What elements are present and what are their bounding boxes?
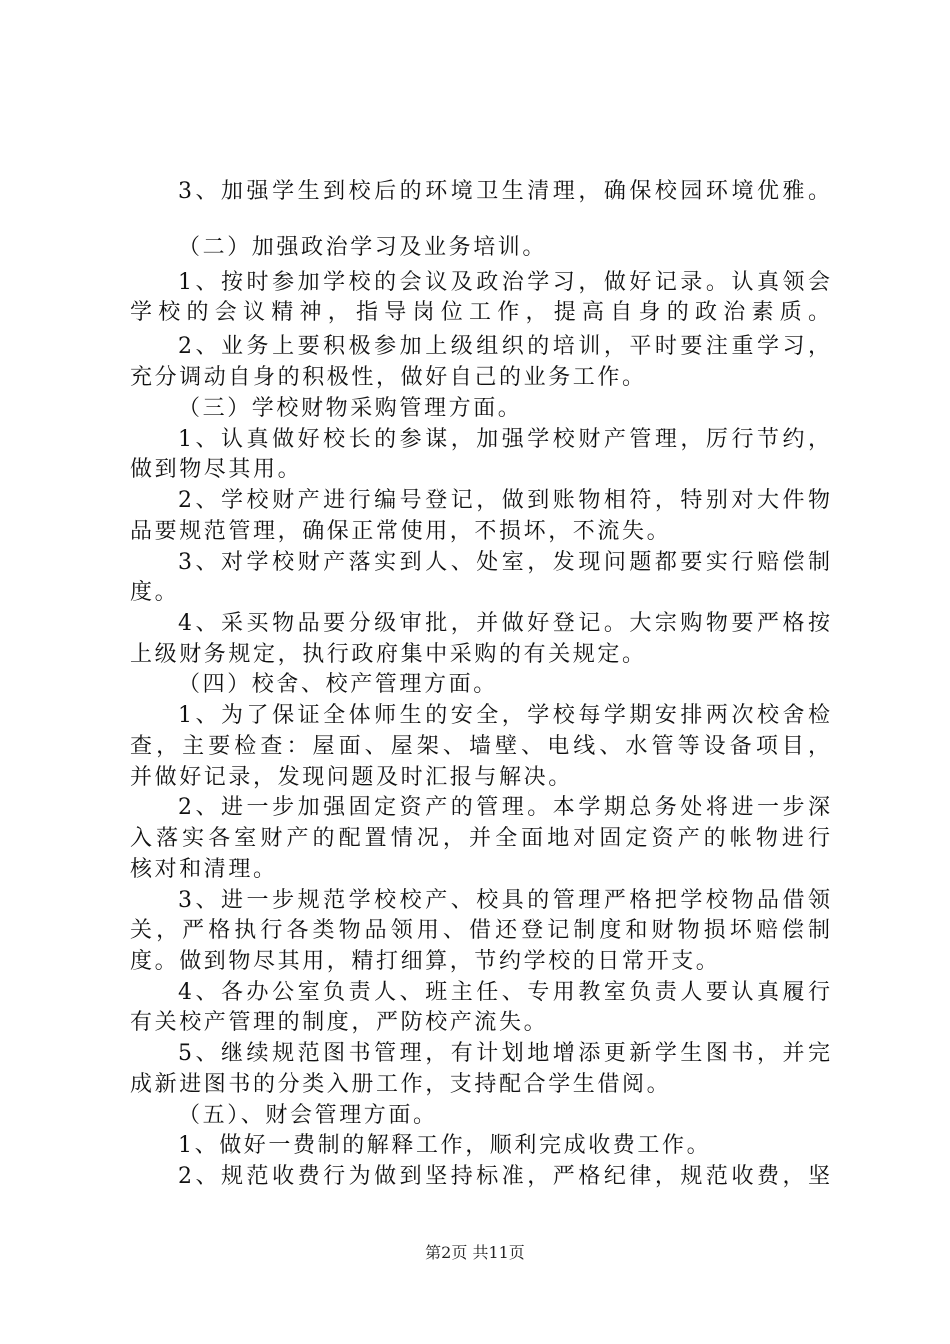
text-line: 充分调动自身的积极性，做好自己的业务工作。 [130,365,647,390]
text-line: 关，严格执行各类物品领用、借还登记制度和财物损坏赔偿制 [130,918,830,943]
text-line: 3、加强学生到校后的环境卫生清理，确保校园环境优雅。 [178,179,830,204]
text-line: 4、采买物品要分级审批，并做好登记。大宗购物要严格按 [178,611,830,636]
text-line: 成新进图书的分类入册工作，支持配合学生借阅。 [130,1072,672,1097]
text-line: 5、继续规范图书管理，有计划地增添更新学生图书，并完 [178,1041,830,1066]
section-heading: （四）校舍、校产管理方面。 [178,672,498,697]
text-line: 2、进一步加强固定资产的管理。本学期总务处将进一步深 [178,795,830,820]
text-line: 2、规范收费行为做到坚持标准，严格纪律，规范收费，坚 [178,1164,830,1189]
text-line: 查，主要检查：屋面、屋架、墙壁、电线、水管等设备项目， [130,734,830,759]
text-line: 核对和清理。 [130,857,278,882]
page-number-footer: 第2页 共11页 [425,1243,525,1262]
text-line: 1、做好一费制的解释工作，顺利完成收费工作。 [178,1133,712,1158]
text-line: 有关校产管理的制度，严防校产流失。 [130,1010,549,1035]
text-line: 1、按时参加学校的会议及政治学习，做好记录。认真领会 [178,270,830,295]
section-heading: （五）、财会管理方面。 [178,1103,438,1128]
text-line: 2、业务上要积极参加上级组织的培训，平时要注重学习， [178,334,830,359]
text-line: 1、认真做好校长的参谋，加强学校财产管理，厉行节约， [178,427,830,452]
text-line: 2、学校财产进行编号登记，做到账物相符，特别对大件物 [178,488,830,513]
text-line: 学校的会议精神，指导岗位工作，提高自身的政治素质。 [130,300,830,325]
text-line: 度。做到物尽其用，精打细算，节约学校的日常开支。 [130,949,721,974]
text-line: 品要规范管理，确保正常使用，不损坏，不流失。 [130,519,672,544]
text-line: 4、各办公室负责人、班主任、专用教室负责人要认真履行 [178,980,830,1005]
text-line: 1、为了保证全体师生的安全，学校每学期安排两次校舍检 [178,703,830,728]
text-line: 3、进一步规范学校校产、校具的管理严格把学校物品借领 [178,888,830,913]
text-line: 上级财务规定，执行政府集中采购的有关规定。 [130,642,647,667]
section-heading: （三）学校财物采购管理方面。 [178,396,523,421]
text-line: 度。 [130,580,180,605]
text-line: 并做好记录，发现问题及时汇报与解决。 [130,765,573,790]
text-line: 3、对学校财产落实到人、处室，发现问题都要实行赔偿制 [178,550,830,575]
text-line: 入落实各室财产的配置情况，并全面地对固定资产的帐物进行 [130,826,830,851]
text-line: 做到物尽其用。 [130,457,303,482]
section-heading: （二）加强政治学习及业务培训。 [178,235,548,260]
